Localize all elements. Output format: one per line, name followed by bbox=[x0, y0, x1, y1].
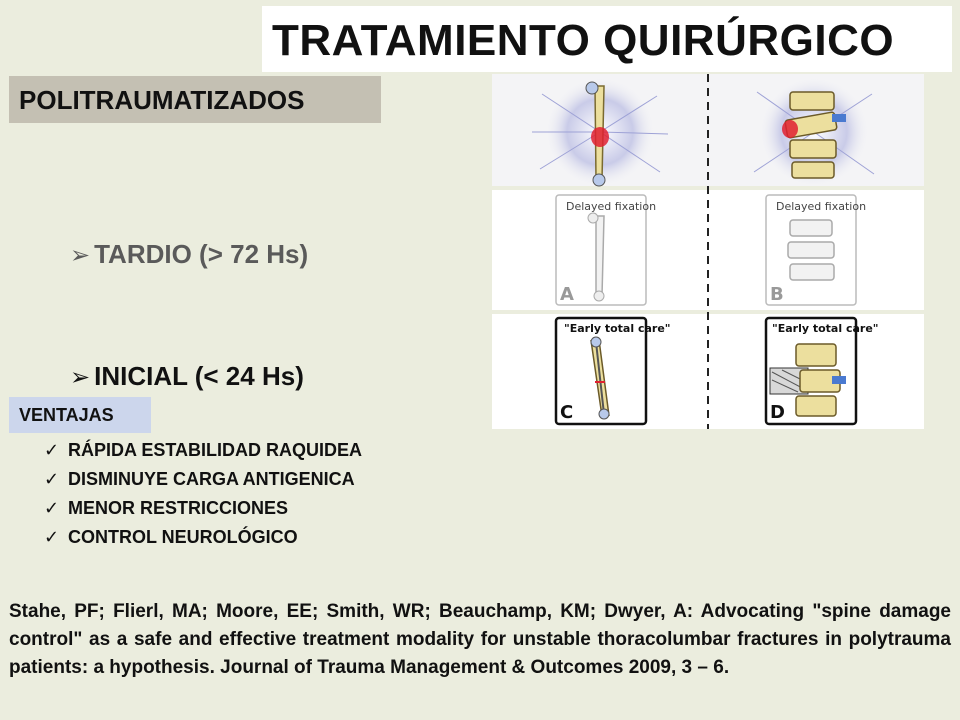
ventajas-label: VENTAJAS bbox=[19, 405, 114, 425]
delayed-caption-left: Delayed fixation bbox=[566, 200, 657, 213]
panel-letter-a: A bbox=[560, 284, 574, 305]
arrow-bullet-icon: ➢ bbox=[70, 242, 91, 269]
subtitle: POLITRAUMATIZADOS bbox=[19, 85, 305, 115]
ventajas-list bbox=[44, 440, 362, 556]
subtitle-box bbox=[9, 76, 381, 123]
list-item-text: DISMINUYE CARGA ANTIGENICA bbox=[68, 469, 355, 489]
delayed-caption-right: Delayed fixation bbox=[776, 200, 867, 213]
list-item bbox=[44, 469, 362, 498]
page-title: TRATAMIENTO QUIRÚRGICO bbox=[272, 16, 895, 65]
bullet-inicial bbox=[70, 361, 304, 392]
panel-letter-d: D bbox=[770, 402, 785, 423]
fixation-figure bbox=[492, 74, 924, 429]
list-item bbox=[44, 498, 362, 527]
early-caption-left: "Early total care" bbox=[564, 322, 671, 335]
list-item bbox=[44, 440, 362, 469]
list-item-text: RÁPIDA ESTABILIDAD RAQUIDEA bbox=[68, 440, 363, 460]
early-caption-right: "Early total care" bbox=[772, 322, 879, 335]
femur-injury-icon bbox=[532, 77, 668, 187]
citation: Stahe, PF; Flierl, MA; Moore, EE; Smith, WR; Beauchamp, KM; Dwyer, A: Advocating "spine damage control" as a safe and effective treatment modality for unstable thoracolumbar fractures in polytrauma patients: a hypothesis. Journal of Trauma Management & Outcomes 2009, 3 – 6. bbox=[9, 601, 951, 678]
list-item-text: CONTROL NEUROLÓGICO bbox=[68, 527, 298, 547]
list-item-text: MENOR RESTRICCIONES bbox=[68, 498, 289, 518]
title-box bbox=[262, 6, 952, 72]
panel-letter-b: B bbox=[770, 284, 784, 305]
checkmark-icon: ✓ bbox=[44, 527, 60, 547]
figure-drawing bbox=[492, 74, 924, 429]
checkmark-icon: ✓ bbox=[44, 440, 60, 460]
spine-injury-icon bbox=[754, 77, 874, 187]
list-item bbox=[44, 527, 362, 556]
spine-faded-icon bbox=[788, 220, 834, 280]
checkmark-icon: ✓ bbox=[44, 498, 60, 518]
bullet-tardio bbox=[70, 239, 308, 270]
arrow-bullet-icon: ➢ bbox=[70, 364, 91, 391]
panel-letter-c: C bbox=[560, 402, 574, 423]
bullet-tardio-text: TARDIO (> 72 Hs) bbox=[94, 239, 309, 269]
ventajas-box bbox=[9, 397, 151, 433]
bullet-inicial-text: INICIAL (< 24 Hs) bbox=[94, 361, 304, 391]
checkmark-icon: ✓ bbox=[44, 469, 60, 489]
